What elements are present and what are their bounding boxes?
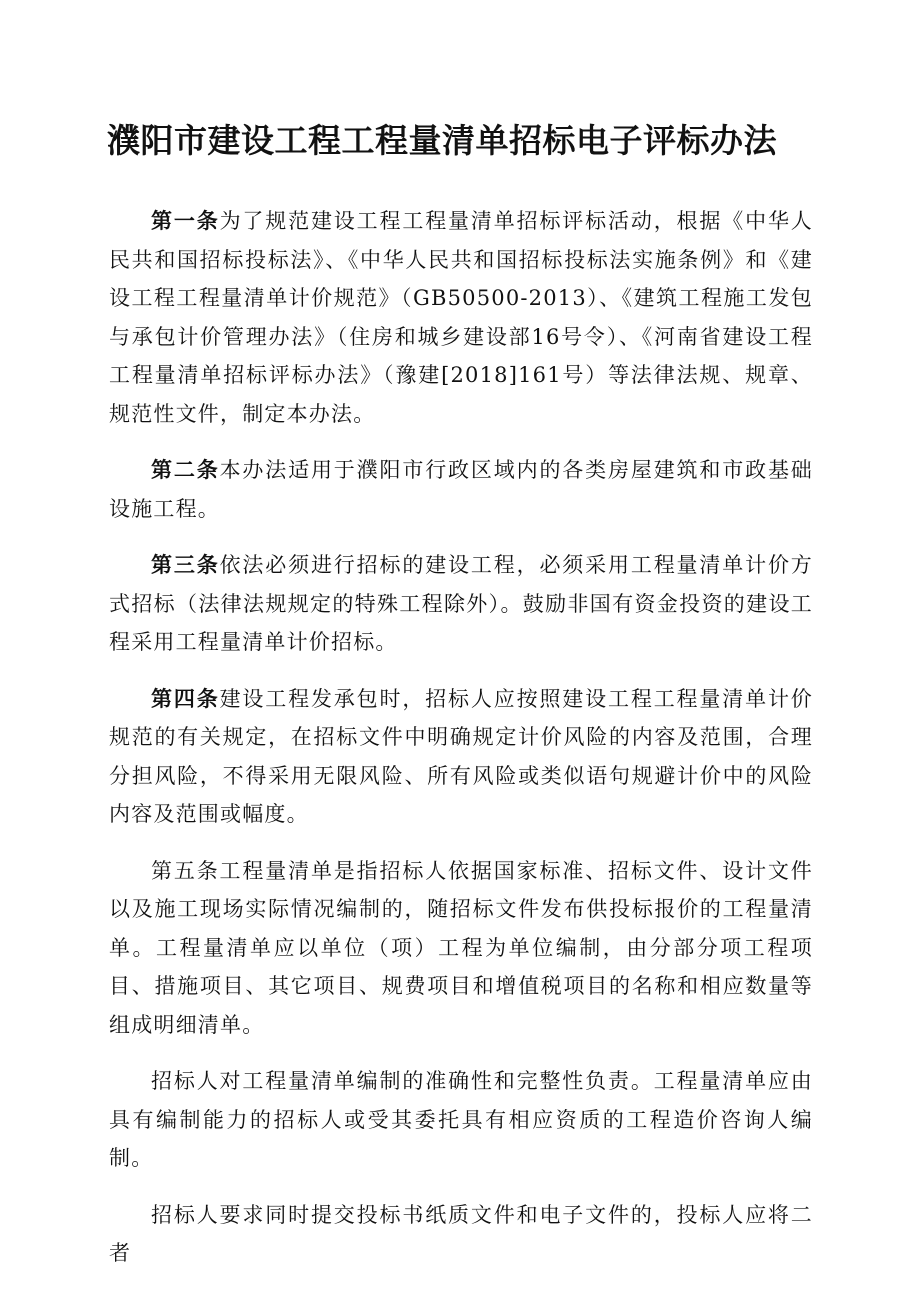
bill-responsibility-paragraph (109, 1062, 813, 1178)
article-number: 第二条 (151, 457, 220, 482)
paragraph-text: 招标人要求同时提交投标书纸质文件和电子文件的，投标人应将二者 (109, 1202, 813, 1265)
document-title: 濮阳市建设工程工程量清单招标电子评标办法 (107, 121, 777, 160)
paragraph-text: 建设工程发承包时，招标人应按照建设工程工程量清单计价规范的有关规定，在招标文件中明确规定计价风险的内容及范围，合理分担风险，不得采用无限风险、所有风险或类似语句规避计价中的风险内容及范围或幅度。 (109, 686, 813, 826)
article-4-paragraph (109, 680, 813, 834)
paragraph-text: 依法必须进行招标的建设工程，必须采用工程量清单计价方式招标（法律法规规定的特殊工程除外）。鼓励非国有资金投资的建设工程采用工程量清单计价招标。 (109, 553, 813, 654)
article-number: 第四条 (151, 685, 220, 711)
article-1-paragraph (109, 202, 813, 433)
paragraph-text: 招标人对工程量清单编制的准确性和完整性负责。工程量清单应由具有编制能力的招标人或受其委托具有相应资质的工程造价咨询人编制。 (109, 1069, 813, 1170)
paragraph-text: 为了规范建设工程工程量清单招标评标活动，根据《中华人民共和国招标投标法》、《中华人民共和国招标投标法实施条例》和《建设工程工程量清单计价规范》（GB50500-2013）、《建筑工程施工发包与承包计价管理办法》（住房和城乡建设部16号令）、《河南省建设工程工程量清单招标评标办法》（豫建[2018]161号）等法律法规、规章、规范性文件，制定本办法。 (109, 209, 813, 426)
submission-paragraph (109, 1196, 813, 1273)
article-2-paragraph (109, 451, 813, 528)
paragraph-text: 第五条工程量清单是指招标人依据国家标准、招标文件、设计文件以及施工现场实际情况编制的，随招标文件发布供投标报价的工程量清单。工程量清单应以单位（项）工程为单位编制，由分部分项工程项目、措施项目、其它项目、规费项目和增值税项目的名称和相应数量等组成明细清单。 (109, 858, 813, 1037)
article-number: 第一条 (151, 208, 220, 233)
article-number: 第三条 (151, 552, 220, 577)
article-3-paragraph (109, 546, 813, 662)
paragraph-text: 本办法适用于濮阳市行政区域内的各类房屋建筑和市政基础设施工程。 (109, 458, 813, 521)
document-body (109, 202, 813, 1291)
article-5-paragraph (109, 852, 813, 1045)
